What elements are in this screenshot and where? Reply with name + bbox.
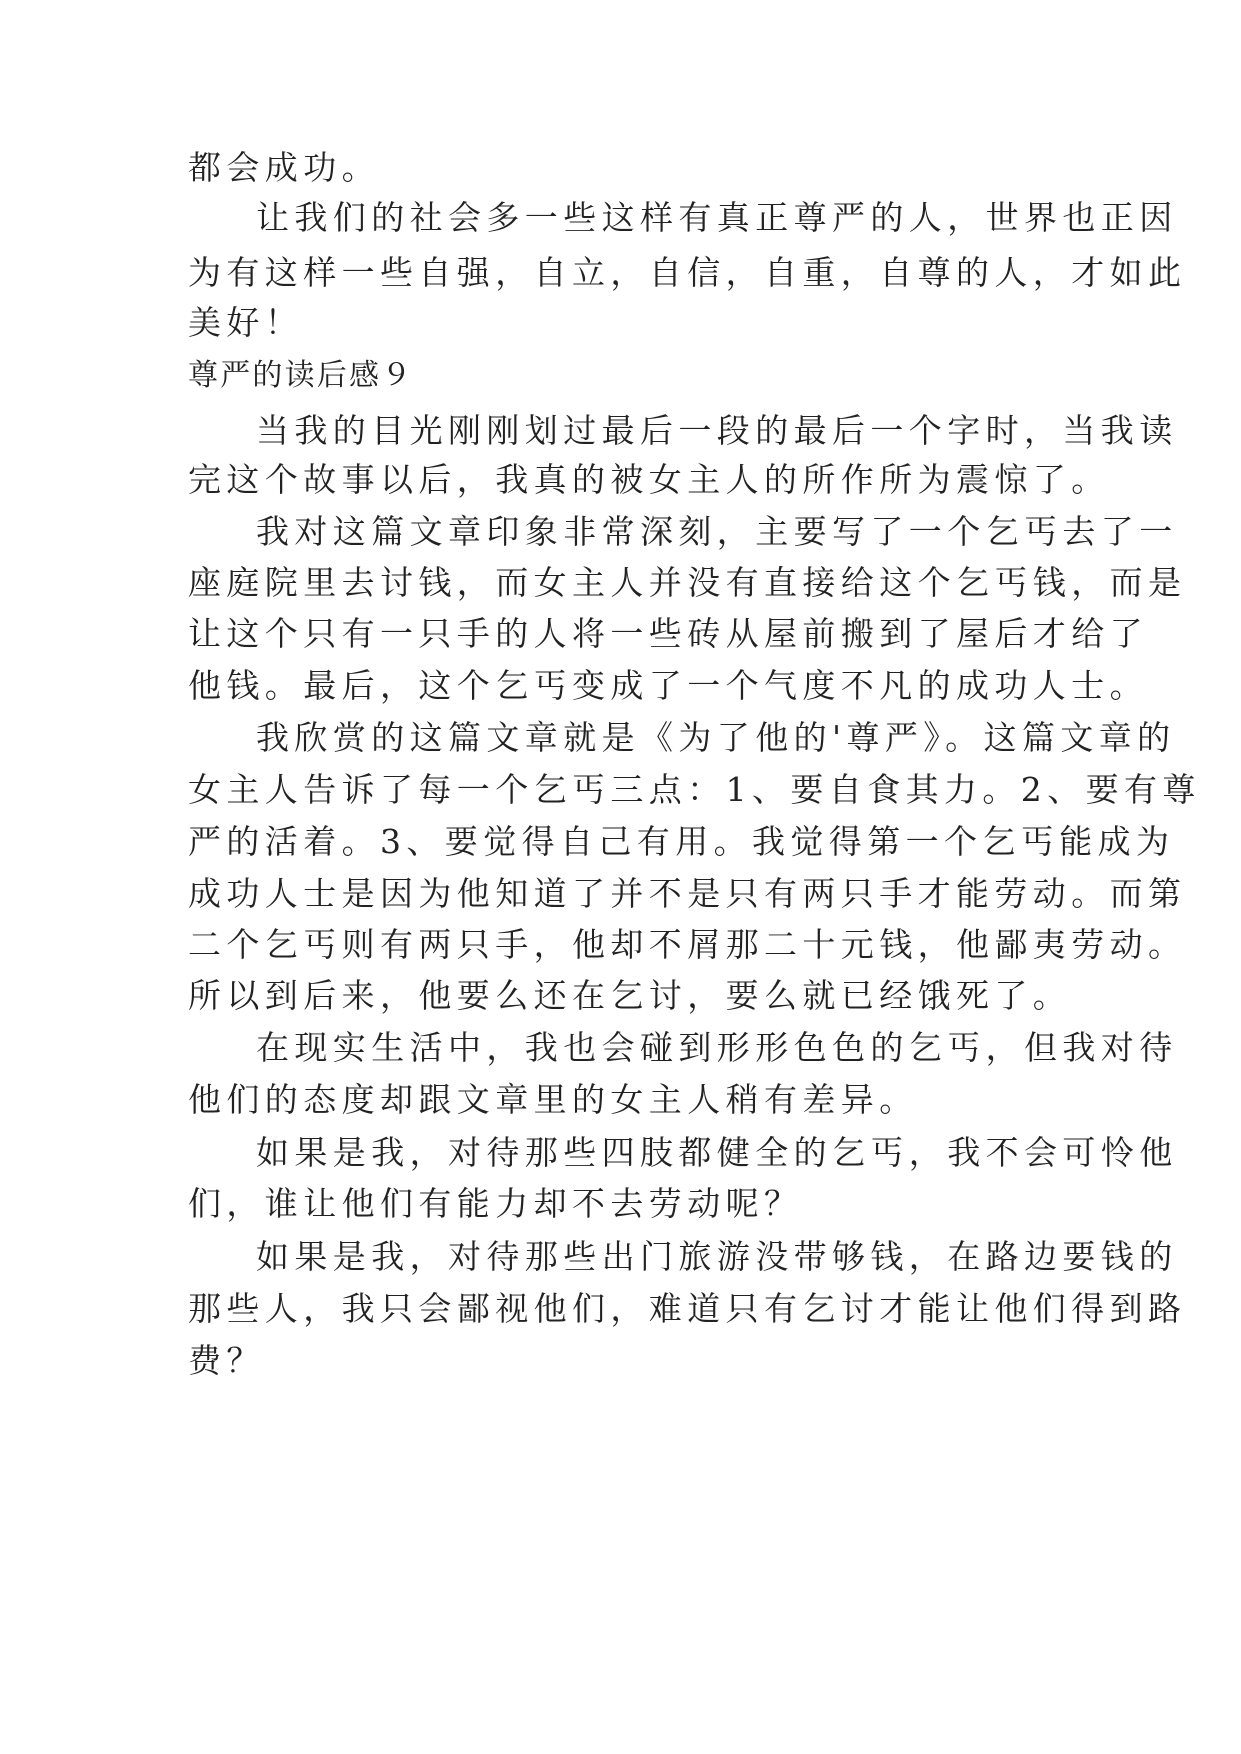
paragraph-line: 二个乞丐则有两只手，他却不屑那二十元钱，他鄙夷劳动。 xyxy=(188,925,1187,964)
paragraph-line: 成功人士是因为他知道了并不是只有两只手才能劳动。而第 xyxy=(188,874,1187,913)
paragraph-line: 都会成功。 xyxy=(188,148,380,187)
paragraph-line: 让我们的社会多一些这样有真正尊严的人，世界也正因 xyxy=(256,198,1178,237)
paragraph-line: 当我的目光刚刚划过最后一段的最后一个字时，当我读 xyxy=(256,411,1178,450)
paragraph-line: 让这个只有一只手的人将一些砖从屋前搬到了屋后才给了 xyxy=(188,614,1148,653)
paragraph-line: 所以到后来，他要么还在乞讨，要么就已经饿死了。 xyxy=(188,976,1072,1015)
paragraph-line: 严的活着。3、要觉得自己有用。我觉得第一个乞丐能成为 xyxy=(188,822,1175,861)
paragraph-line: 如果是我，对待那些出门旅游没带够钱，在路边要钱的 xyxy=(256,1237,1178,1276)
paragraph-line: 为有这样一些自强，自立，自信，自重，自尊的人，才如此 xyxy=(188,253,1187,292)
paragraph-line: 那些人，我只会鄙视他们，难道只有乞讨才能让他们得到路 xyxy=(188,1289,1187,1328)
paragraph-line: 们，谁让他们有能力却不去劳动呢？ xyxy=(188,1184,803,1223)
paragraph-line: 美好！ xyxy=(188,303,304,342)
paragraph-line: 在现实生活中，我也会碰到形形色色的乞丐，但我对待 xyxy=(256,1028,1178,1067)
paragraph-line: 如果是我，对待那些四肢都健全的乞丐，我不会可怜他 xyxy=(256,1133,1178,1172)
paragraph-line: 他们的态度却跟文章里的女主人稍有差异。 xyxy=(188,1080,918,1119)
paragraph-line: 我对这篇文章印象非常深刻，主要写了一个乞丐去了一 xyxy=(256,512,1178,551)
paragraph-line: 座庭院里去讨钱，而女主人并没有直接给这个乞丐钱，而是 xyxy=(188,563,1187,602)
paragraph-line: 完这个故事以后，我真的被女主人的所作所为震惊了。 xyxy=(188,460,1110,499)
section-heading: 尊严的读后感９ xyxy=(188,358,414,393)
paragraph-line: 女主人告诉了每一个乞丐三点：1、要自食其力。2、要有尊 xyxy=(188,770,1201,809)
paragraph-line: 他钱。最后，这个乞丐变成了一个气度不凡的成功人士。 xyxy=(188,666,1148,705)
paragraph-line: 费？ xyxy=(188,1341,265,1380)
paragraph-line: 我欣赏的这篇文章就是《为了他的'尊严》。这篇文章的 xyxy=(256,718,1176,757)
